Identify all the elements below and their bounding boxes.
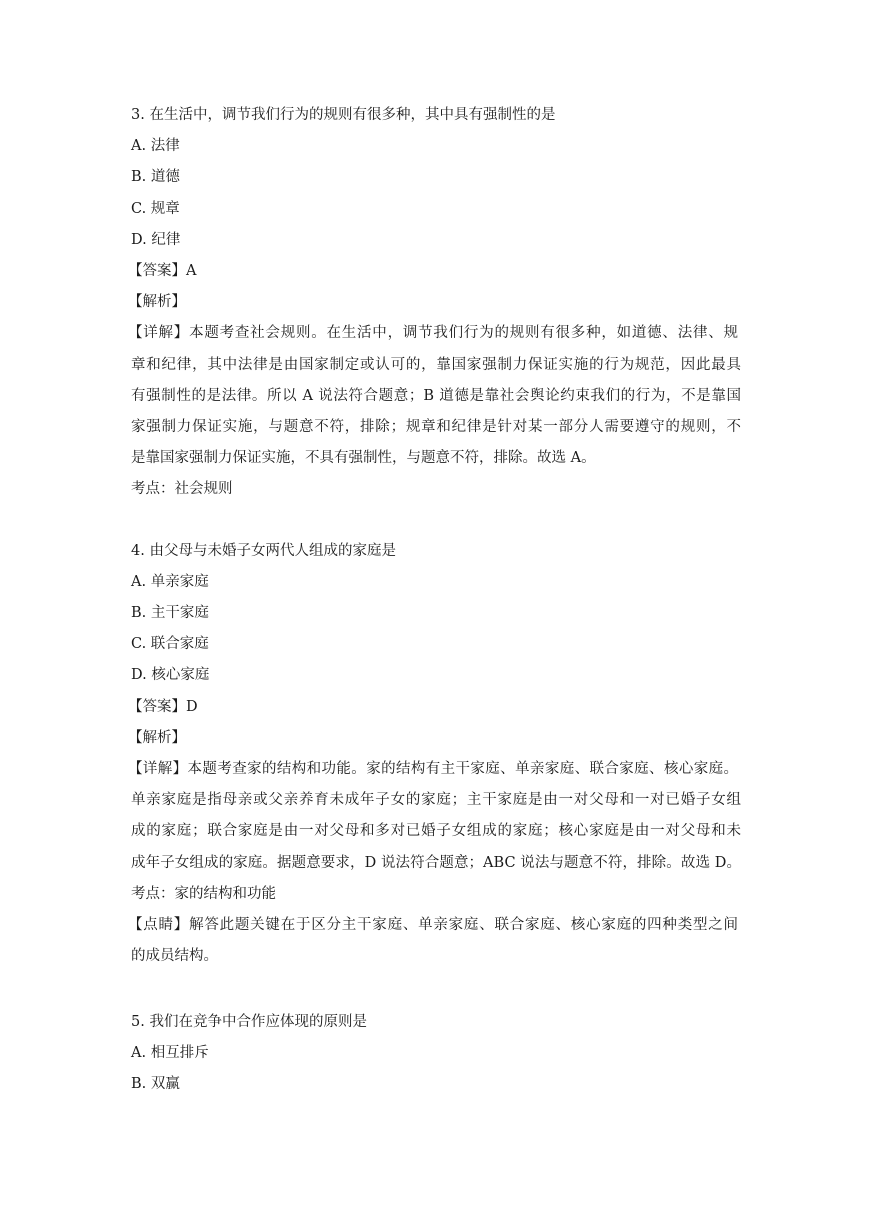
q3-answer: 【答案】A [128,263,197,279]
q3-analysis-heading: 【解析】 [128,294,186,310]
q3-option-c: C. 规章 [131,201,180,217]
q3-detail-line: 有强制性的是法律。所以 A 说法符合题意；B 道德是靠社会舆论约束我们的行为，不是靠国 [131,388,741,404]
q3-detail-line: 家强制力保证实施，与题意不符，排除；规章和纪律是针对某一部分人需要遵守的规则，不 [131,419,741,435]
q4-option-a: A. 单亲家庭 [131,574,209,590]
q4-analysis-heading: 【解析】 [128,730,186,746]
q5-option-b: B. 双赢 [131,1076,180,1092]
q4-stem: 4. 由父母与未婚子女两代人组成的家庭是 [131,543,396,559]
q4-dianjing-line: 【点睛】解答此题关键在于区分主干家庭、单亲家庭、联合家庭、核心家庭的四种类型之间 [128,917,738,933]
q4-detail-line: 成的家庭；联合家庭是由一对父母和多对已婚子女组成的家庭；核心家庭是由一对父母和未 [131,823,741,839]
q3-detail-line: 章和纪律，其中法律是由国家制定或认可的，靠国家强制力保证实施的行为规范，因此最具 [131,357,741,373]
q4-option-c: C. 联合家庭 [131,636,209,652]
q4-option-d: D. 核心家庭 [131,667,210,683]
q4-option-b: B. 主干家庭 [131,605,209,621]
q4-dianjing-line: 的成员结构。 [131,948,218,964]
q3-stem: 3. 在生活中，调节我们行为的规则有很多种，其中具有强制性的是 [131,107,556,123]
q4-detail-line: 单亲家庭是指母亲或父亲养育未成年子女的家庭；主干家庭是由一对父母和一对已婚子女组 [131,792,741,808]
q4-detail-line: 【详解】本题考查家的结构和功能。家的结构有主干家庭、单亲家庭、联合家庭、核心家庭。 [128,761,738,777]
q3-detail-line: 【详解】本题考查社会规则。在生活中，调节我们行为的规则有很多种，如道德、法律、规 [128,325,738,341]
q4-kaodian: 考点：家的结构和功能 [131,886,276,902]
q3-detail-line: 是靠国家强制力保证实施，不具有强制性，与题意不符，排除。故选 A。 [131,450,596,466]
q3-kaodian: 考点：社会规则 [131,481,233,497]
q4-answer: 【答案】D [128,699,198,715]
q3-option-a: A. 法律 [131,138,180,154]
q5-option-a: A. 相互排斥 [131,1045,209,1061]
q5-stem: 5. 我们在竞争中合作应体现的原则是 [131,1014,367,1030]
q3-option-b: B. 道德 [131,169,180,185]
q4-detail-line: 成年子女组成的家庭。据题意要求，D 说法符合题意；ABC 说法与题意不符，排除。故选 D。 [131,855,741,871]
q3-option-d: D. 纪律 [131,232,181,248]
